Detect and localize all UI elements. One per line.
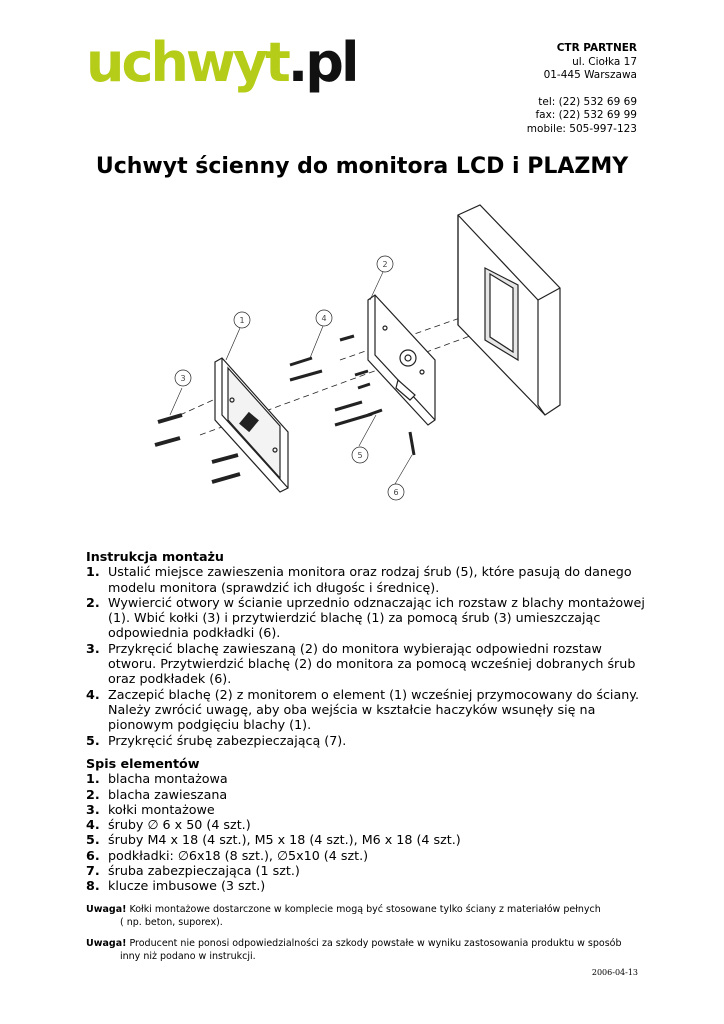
contact-block xyxy=(437,42,637,136)
city: 01-445 Warszawa xyxy=(543,69,637,81)
assembly-diagram xyxy=(140,200,580,510)
list-item: 4. Zaczepić blachę (2) z monitorem o element (1) wcześniej przymocowany do ściany. Należy zwrócić uwagę, aby oba wejścia w kształcie haczyków wsunęły się na pionowym podgięciu blachy (1). xyxy=(86,686,640,733)
list-item: 6. podkładki: ∅6x18 (8 szt.), ∅5x10 (4 szt.) xyxy=(86,847,369,863)
mobile: mobile: 505-997-123 xyxy=(526,122,637,135)
company-name: CTR PARTNER xyxy=(556,42,637,54)
logo-uchwyt: uchwyt xyxy=(86,31,288,94)
note-2: Uwaga! Producent nie ponosi odpowiedzialności za szkody powstałe w wyniku zastosowania produktu w sposób inny niż podano w instrukcji. xyxy=(86,938,622,962)
note-1: Uwaga! Kołki montażowe dostarczone w komplecie mogą być stosowane tylko ściany z materiałów pełnych ( np. beton, suporex). xyxy=(86,904,601,928)
instructions-section xyxy=(86,549,646,748)
list-item: 3. Przykręcić blachę zawieszaną (2) do monitora wybierając odpowiedni rozstaw otworu. Przytwierdzić blachę (2) do monitora za pomocą wcześniej dobranych śrub oraz podkładek (6). xyxy=(86,640,636,687)
list-item: 1. Ustalić miejsce zawieszenia monitora oraz rodzaj śrub (5), które pasują do danego modelu monitora (sprawdzić ich długośc i średnicę). xyxy=(86,564,632,595)
list-item: 7. śruba zabezpieczająca (1 szt.) xyxy=(86,863,300,879)
diagram-label-2: 2 xyxy=(382,260,388,269)
instructions-heading: Instrukcja montażu xyxy=(86,549,224,564)
list-item: 1. blacha montażowa xyxy=(86,771,228,787)
list-item: 5. śruby M4 x 18 (4 szt.), M5 x 18 (4 szt.), M6 x 18 (4 szt.) xyxy=(86,832,461,848)
list-item: 2. Wywiercić otwory w ścianie uprzednio odznaczając ich rozstaw z blachy montażowej (1). Wbić kołki (3) i przytwierdzić blachę (1) za pomocą śrub (3) umieszczając odpowiednia podkładki (6). xyxy=(86,594,645,641)
page-title: Uchwyt ścienny do monitora LCD i PLAZMY xyxy=(95,154,629,179)
logo-pl: .pl xyxy=(287,31,357,94)
parts-heading: Spis elementów xyxy=(86,756,200,771)
street: ul. Ciołka 17 xyxy=(572,55,637,68)
document-date: 2006-04-13 xyxy=(591,968,638,977)
list-item: 3. kołki montażowe xyxy=(86,801,215,817)
parts-section xyxy=(86,756,646,894)
list-item: 5. Przykręcić śrubę zabezpieczającą (7). xyxy=(86,732,347,748)
list-item: 8. klucze imbusowe (3 szt.) xyxy=(86,878,266,894)
diagram-label-1: 1 xyxy=(239,316,245,325)
list-item: 4. śruby ∅ 6 x 50 (4 szt.) xyxy=(86,817,251,833)
phone: tel: (22) 532 69 69 xyxy=(538,95,637,108)
diagram-label-5: 5 xyxy=(357,451,363,460)
diagram-label-4: 4 xyxy=(321,314,327,323)
list-item: 2. blacha zawieszana xyxy=(86,786,228,802)
diagram-label-3: 3 xyxy=(180,374,186,383)
logo xyxy=(86,31,357,94)
fax: fax: (22) 532 69 99 xyxy=(535,109,637,121)
diagram-label-6: 6 xyxy=(393,488,399,497)
